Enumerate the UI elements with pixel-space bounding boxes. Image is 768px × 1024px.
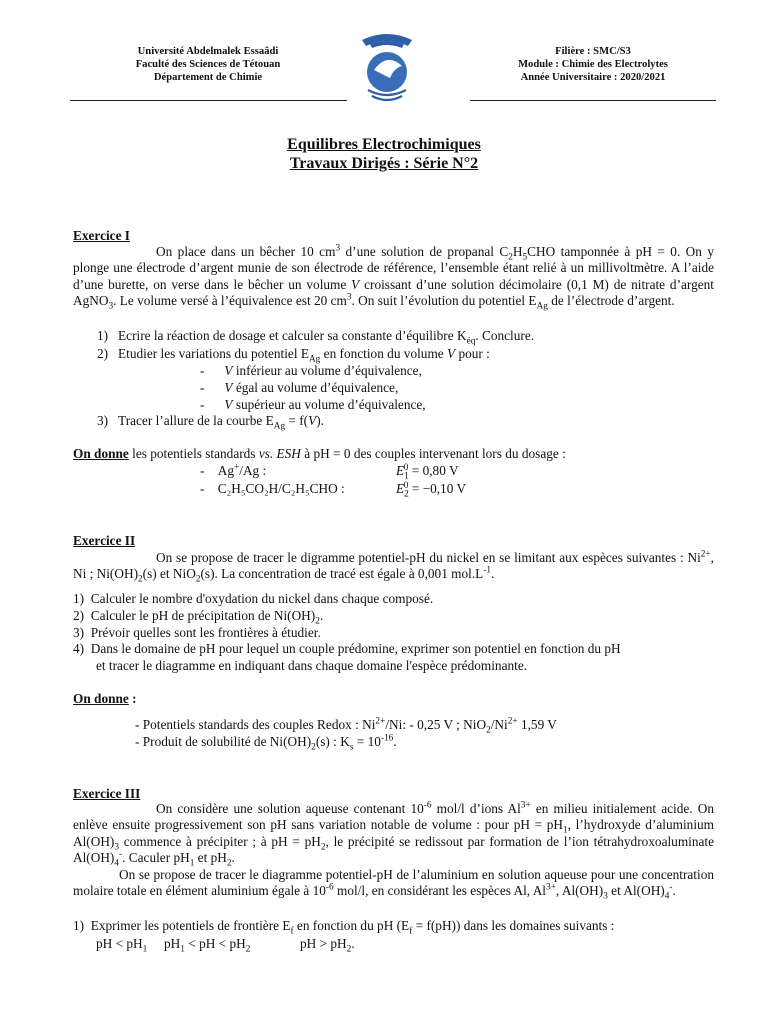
page-header <box>0 0 768 110</box>
exercise-2-intro: On se propose de tracer le digramme potentiel-pH du nickel en se limitant aux espèces suivantes : $Ni^{2+}$, Ni ; $Ni(OH)_2(s)$ et NiO$_2$(s). La concentration de tracé est égale à 0,001 $mol.L^{-1}$. <box>73 549 714 585</box>
module-label: Module : Chimie des Electrolytes <box>518 58 668 70</box>
exercise-2-question-4: 4) Dans le domaine de pH pour lequel un couple prédomine, exprimer son potentiel en fonction du pH <box>73 641 621 656</box>
program-label: Filière : SMC/S3 <box>555 46 631 57</box>
exercise-2-data-label: On donne : <box>73 691 137 706</box>
university-logo <box>356 30 418 106</box>
institution-block <box>70 46 346 84</box>
exercise-1-question-1: 1) Ecrire la réaction de dosage et calculer sa constante d’équilibre $K_{éq}$. Conclure. <box>97 328 535 347</box>
exercise-1-couple-2: - C₂H₅CO₂H/C₂H₅CHO : <box>200 481 345 496</box>
exercise-1-data-intro: On donne les potentiels standards vs. ESH à pH = 0 des couples intervenant lors du dosage : <box>73 446 566 461</box>
department-name: Département de Chimie <box>153 71 263 83</box>
exercise-1-case-3: - V supérieur au volume d’équivalence, <box>200 397 426 412</box>
exercise-3-domain-2: $pH_1$ < pH < $pH_2$ <box>164 936 251 955</box>
exercise-3-paragraph-2: On se propose de tracer le diagramme potentiel-pH de l’aluminium en solution aqueuse pour une concentration molaire totale en élément aluminium égale à $10^{-6}$ mol/l, en considérant les espèces Al, $Al^{3+}$, $Al(OH)_3$ et $Al(OH)_4^-$. <box>73 867 714 902</box>
exercise-1-case-1: - V inférieur au volume d’équivalence, <box>200 363 422 378</box>
exercise-2-redox-potentials: - Potentiels standards des couples Redox : $Ni^{2+}/Ni$: - 0,25 V ; $NiO_2/Ni^{2+}$ 1,59 V <box>135 716 557 736</box>
exercise-1-couple-1: - Ag+/Ag : <box>200 462 267 478</box>
exercise-3-question-1: 1) Exprimer les potentiels de frontière $E_f$ en fonction du pH $(E_f = f(pH))$ dans les domaines suivants : <box>73 918 615 937</box>
exercise-1-case-2: - V égal au volume d’équivalence, <box>200 380 399 395</box>
exercise-1-potential-2: $E_2^0 = -0,10$ V <box>396 480 467 500</box>
university-name: Université Abdelmalek Essaâdi <box>137 46 279 57</box>
exercise-2-question-1: 1) Calculer le nombre d'oxydation du nickel dans chaque composé. <box>73 591 434 606</box>
exercise-1-question-2: 2) Etudier les variations du potentiel $E_{Ag}$ en fonction du volume V pour : <box>97 346 490 365</box>
exercise-3-heading: Exercice III <box>73 786 141 801</box>
document-title: Equilibres Electrochimiques <box>287 136 481 153</box>
exercise-2-heading: Exercice II <box>73 533 136 548</box>
exercise-3-paragraph-1: On considère une solution aqueuse contenant $10^{-6}$ mol/l d’ions $Al^{3+}$ en milieu initialement acide. On enlève ensuite progressivement son pH sans variation notable de volume : pour pH = $pH_1$, l’hydroxyde d’aluminium $Al(OH)_3$ commence à précipiter ; à pH = $pH_2$, le précipité se redissout par formation de l’ion tétrahydroxoaluminate $Al(OH)_4^-$. Caculer $pH_1$ et $pH_2$. <box>73 800 715 869</box>
exercise-3-domain-1: pH < $pH_1$ <box>96 936 148 955</box>
course-block <box>470 46 716 84</box>
exercise-2-question-4-cont: et tracer le diagramme en indiquant dans chaque domaine l'espèce prédominante. <box>96 658 528 673</box>
header-divider-left <box>70 100 347 101</box>
exercise-1-heading: Exercice I <box>73 228 130 243</box>
document-subtitle: Travaux Dirigés : Série N°2 <box>289 155 479 172</box>
exercise-1-potential-1: $E_1^0 = 0,80$ V <box>396 462 459 482</box>
exercise-2-question-2: 2) Calculer le pH de précipitation de $Ni(OH)_2$. <box>73 608 324 627</box>
exercise-1-question-3: 3) Tracer l’allure de la courbe $E_{Ag} = f(V)$. <box>97 413 325 432</box>
header-divider-right <box>470 100 716 101</box>
exercise-2-solubility-product: - Produit de solubilité de $Ni(OH)_2(s)$ : $K_s = 10^{-16}$. <box>135 733 397 753</box>
faculty-name: Faculté des Sciences de Tétouan <box>135 58 281 70</box>
exercise-2-question-3: 3) Prévoir quelles sont les frontières à étudier. <box>73 625 321 640</box>
academic-year: Année Universitaire : 2020/2021 <box>520 71 666 83</box>
exercise-1-intro: On place dans un bêcher 10 $cm^3$ d’une solution de propanal $C_2H_5CHO$ tamponnée à pH = 0. On y plonge une électrode d’argent munie de son électrode de référence, l’ensemble étant relié à un millivoltmètre. A l’aide d’une burette, on verse dans le bêcher un volume V croissant d’une solution décimolaire (0,1 M) de nitrate d’argent AgNO$_3$. Le volume versé à l’équivalence est 20 $cm^3$. On suit l’évolution du potentiel $E_{Ag}$ de l’électrode d’argent. <box>73 243 714 312</box>
exercise-3-domain-3: pH > $pH_2$. <box>300 936 355 955</box>
